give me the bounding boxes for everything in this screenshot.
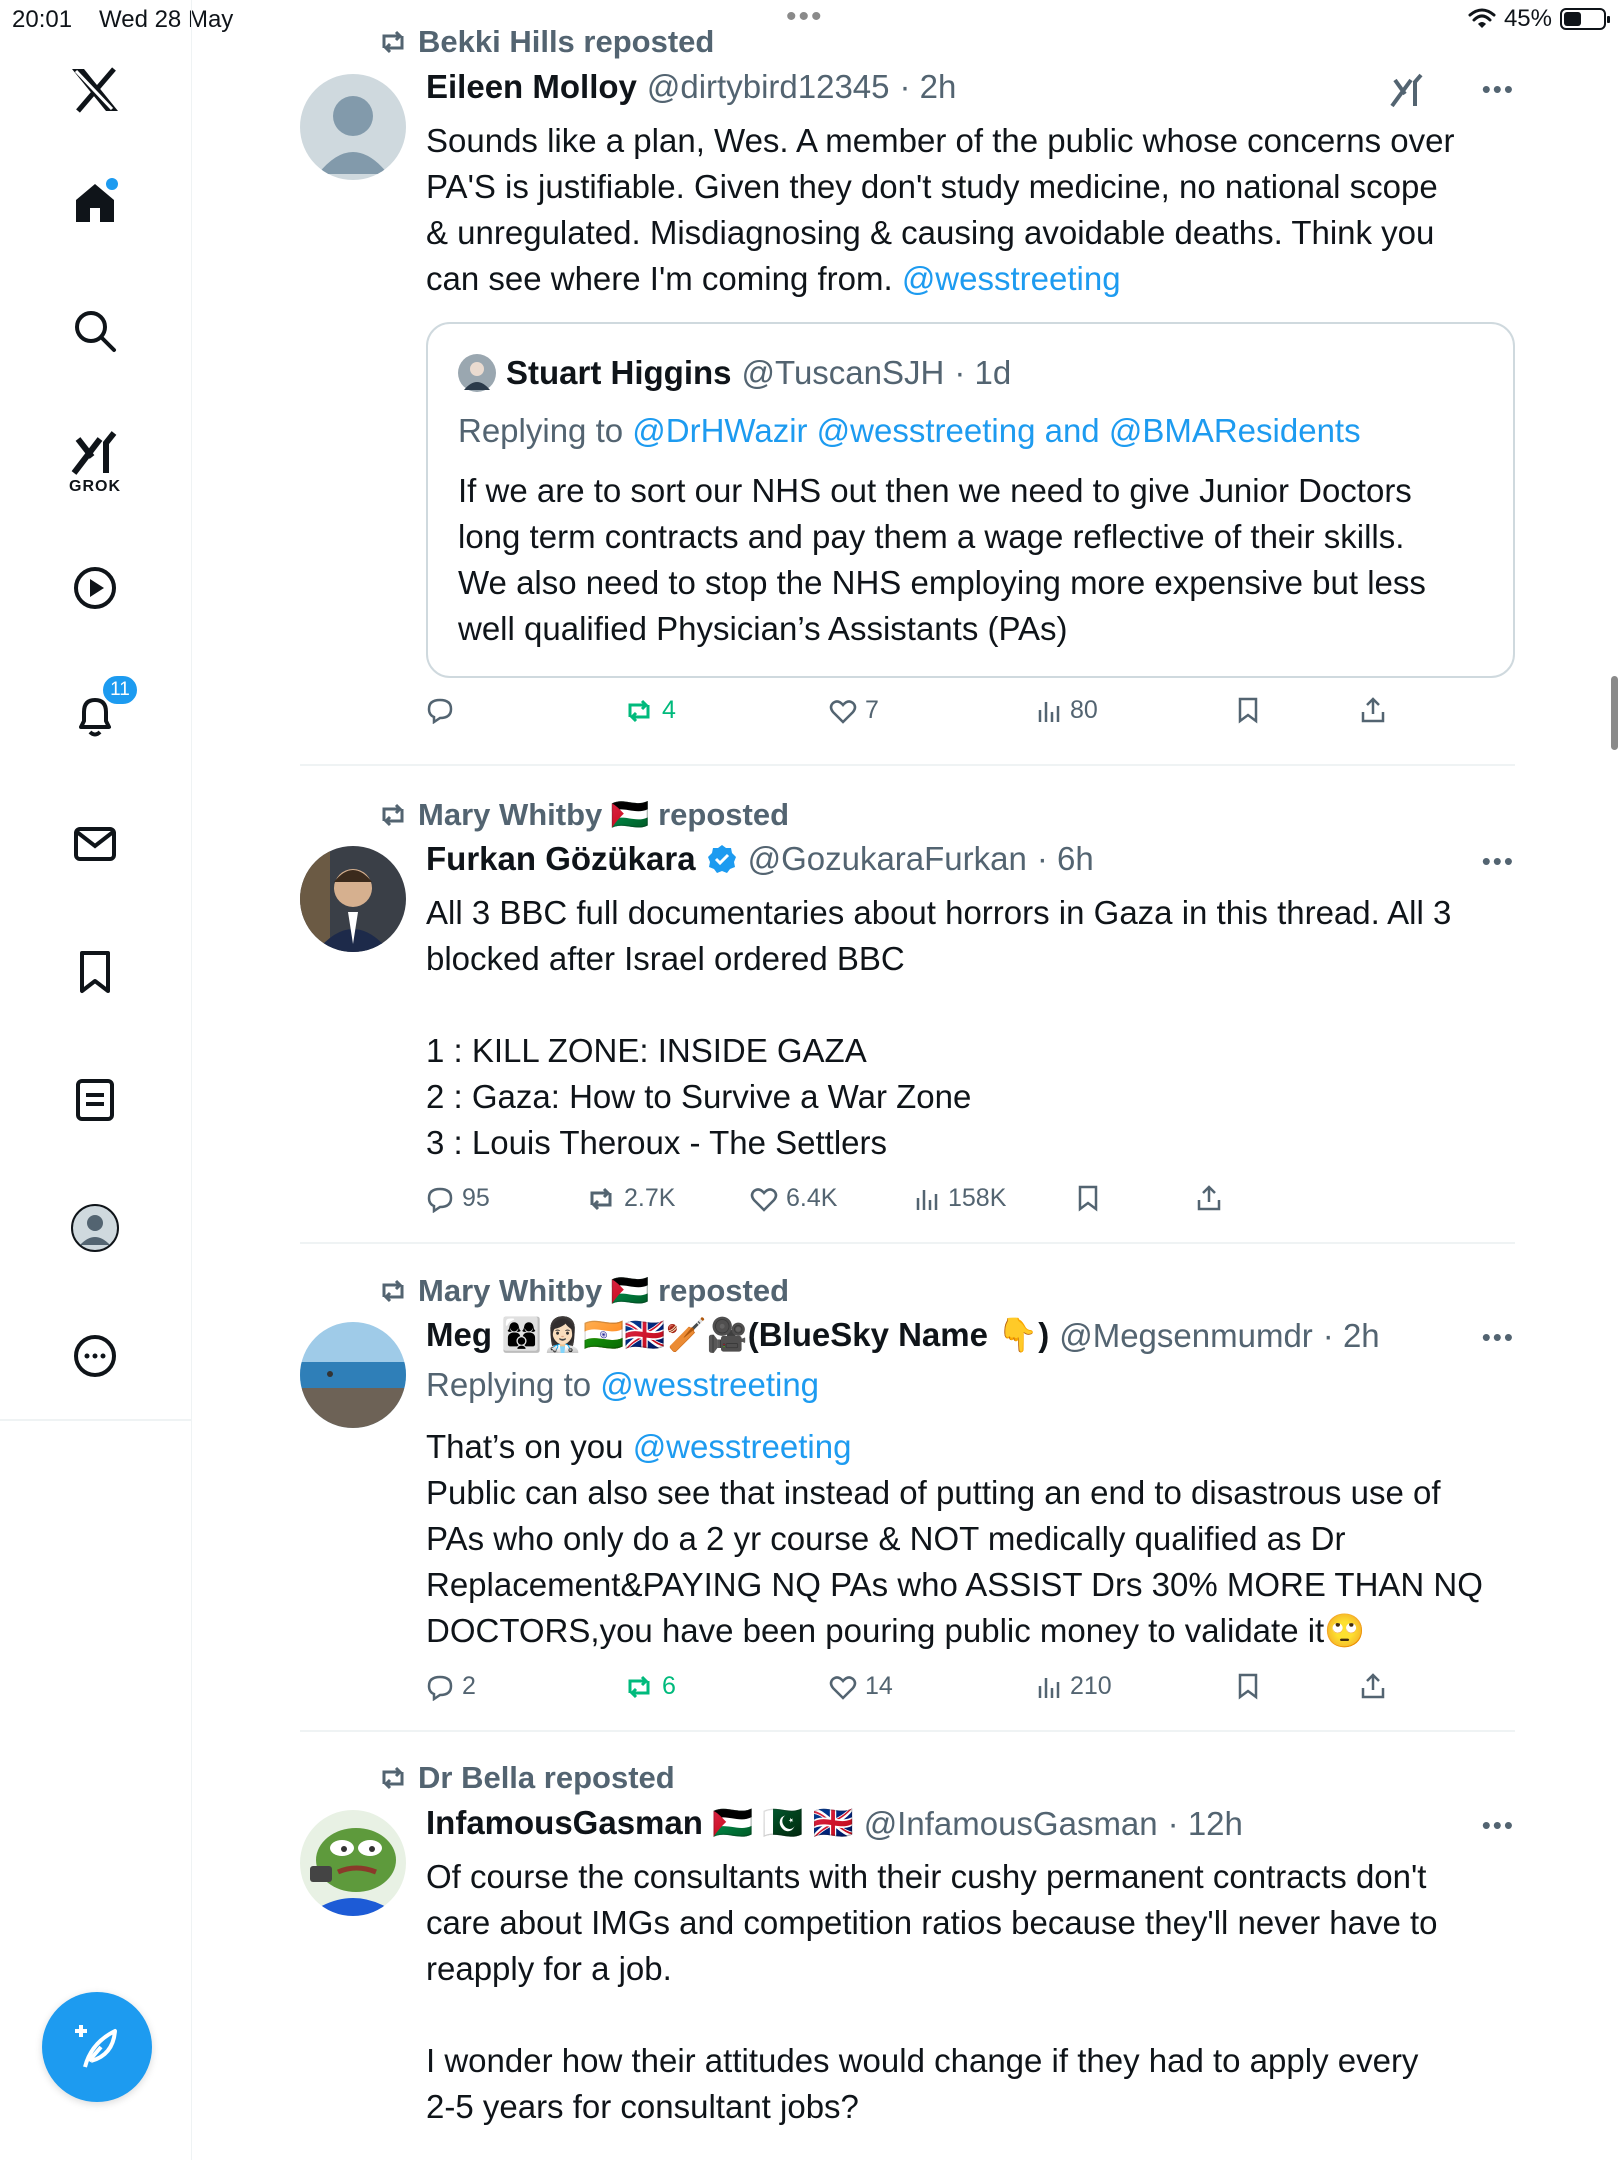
tweet-line: blocked after Israel ordered BBC [426, 940, 905, 977]
quote-line: If we are to sort our NHS out then we need to give Junior Doctors [458, 472, 1412, 509]
tweet-body [426, 118, 1511, 302]
repost-button[interactable] [586, 1184, 675, 1213]
repost-icon [586, 1187, 616, 1211]
scrollbar-thumb[interactable] [1611, 676, 1618, 750]
notifications-bell-icon[interactable] [67, 679, 130, 744]
tweet-line: 3 : Louis Theroux - The Settlers [426, 1124, 888, 1161]
tweet-line: Replacement&PAYING NQ PAs who ASSIST Drs 30% MORE THAN NQ [426, 1566, 1483, 1603]
tweet-header [426, 1804, 1243, 1843]
quote-author-handle[interactable]: @TuscanSJH [741, 354, 945, 391]
author-avatar[interactable] [300, 1322, 406, 1428]
multitasking-dots[interactable]: ••• [786, 0, 824, 33]
more-options-button[interactable]: ••• [1481, 74, 1515, 104]
heart-icon [829, 698, 857, 724]
author-avatar[interactable] [300, 1810, 406, 1916]
views-button[interactable] [1036, 696, 1098, 725]
author-name[interactable]: Furkan Gözükara [426, 840, 696, 877]
tweet-actions [426, 1672, 1426, 1712]
compose-post-button[interactable] [42, 1992, 152, 2102]
bookmark-button[interactable] [1076, 1184, 1100, 1212]
tweet-body [426, 1854, 1511, 2130]
author-handle[interactable]: @GozukaraFurkan [747, 840, 1027, 877]
quote-header [458, 354, 1011, 392]
repost-indicator [378, 1760, 675, 1796]
sidebar-divider [0, 1419, 192, 1421]
repost-button[interactable] [624, 696, 676, 725]
author-name[interactable]: Eileen Molloy [426, 68, 637, 105]
repost-icon [624, 699, 654, 723]
repost-label: Mary Whitby 🇵🇸 reposted [418, 1273, 790, 1308]
tweet-header [426, 1316, 1380, 1355]
bookmark-button[interactable] [1236, 696, 1260, 724]
bookmark-button[interactable] [1236, 1672, 1260, 1700]
like-button[interactable] [829, 1672, 893, 1701]
tweet-line: Of course the consultants with their cushy permanent contracts don't [426, 1858, 1427, 1895]
quote-line: well qualified Physician’s Assistants (PAs) [458, 610, 1068, 647]
quote-body [458, 468, 1498, 652]
quote-replying-to: Replying to @DrHWazir @wesstreeting and @BMAResidents [458, 412, 1361, 449]
quote-time: · 1d [954, 354, 1012, 391]
reply-button[interactable] [426, 1184, 490, 1213]
views-count: 210 [1070, 1672, 1112, 1700]
repost-icon [624, 1675, 654, 1699]
bookmark-icon [1236, 696, 1260, 724]
quote-line: We also need to stop the NHS employing more expensive but less [458, 564, 1426, 601]
tweet-header [426, 840, 1094, 878]
mention-link[interactable]: @wesstreeting [901, 260, 1121, 297]
battery-icon [1560, 8, 1606, 30]
repost-icon [378, 1766, 408, 1790]
repost-label: Bekki Hills reposted [418, 24, 715, 59]
repost-icon [378, 803, 408, 827]
repost-indicator [378, 1272, 789, 1309]
tweet-line: care about IMGs and competition ratios because they'll never have to [426, 1904, 1438, 1941]
tweet-line: 1 : KILL ZONE: INSIDE GAZA [426, 1032, 867, 1069]
tweet-line: & unregulated. Misdiagnosing & causing avoidable deaths. Think you [426, 214, 1435, 251]
tweet-body [426, 1424, 1511, 1654]
views-count: 80 [1070, 696, 1098, 724]
lists-icon[interactable] [67, 1072, 123, 1128]
tweet-line: can see where I'm coming from. @wesstreeting [426, 260, 1121, 297]
tweet-line: PA'S is justifiable. Given they don't study medicine, no national scope [426, 168, 1438, 205]
wifi-icon [1468, 8, 1496, 30]
views-chart-icon [914, 1186, 940, 1212]
status-bar [0, 0, 1620, 40]
quote-line: long term contracts and pay them a wage reflective of their skills. [458, 518, 1405, 555]
battery-percent: 45% [1503, 5, 1552, 32]
share-button[interactable] [1196, 1184, 1222, 1212]
share-button[interactable] [1360, 696, 1386, 724]
more-options-button[interactable]: ••• [1481, 846, 1515, 876]
reply-button[interactable] [426, 1672, 476, 1701]
repost-count: 6 [662, 1672, 676, 1700]
tweet-line: Sounds like a plan, Wes. A member of the public whose concerns over [426, 122, 1455, 159]
grok-explain-icon[interactable] [1389, 72, 1425, 108]
video-play-icon[interactable] [67, 560, 123, 616]
bookmark-icon [1076, 1184, 1100, 1212]
tweet-line: I wonder how their attitudes would change if they had to apply every [426, 2042, 1419, 2079]
tweet-actions [426, 1184, 1426, 1224]
tweet-body [426, 890, 1511, 1166]
status-time: 20:01 [12, 6, 73, 33]
replying-to-mention[interactable]: @wesstreeting [600, 1366, 820, 1403]
reply-icon [426, 696, 454, 724]
tweet-blank-line [426, 1992, 1511, 2038]
tweet-line: Public can also see that instead of putting an end to disastrous use of [426, 1474, 1441, 1511]
battery-fill [1564, 12, 1581, 26]
share-icon [1360, 696, 1386, 724]
compose-feather-icon [71, 2021, 123, 2073]
tweet-line: reapply for a job. [426, 1950, 672, 1987]
home-icon[interactable] [67, 175, 123, 231]
author-handle[interactable]: @Megsenmumdr [1059, 1316, 1313, 1354]
repost-indicator [378, 24, 714, 60]
quote-author-avatar[interactable] [458, 354, 496, 392]
verified-badge-icon [706, 843, 738, 875]
replying-to-mentions[interactable]: @DrHWazir @wesstreeting and @BMAResidents [632, 412, 1361, 449]
author-handle[interactable]: @dirtybird12345 [646, 68, 890, 105]
quote-author-name[interactable]: Stuart Higgins [506, 354, 732, 391]
avatar-default[interactable] [300, 74, 406, 180]
tweet-header [426, 68, 956, 106]
bookmarks-icon[interactable] [67, 944, 123, 1000]
more-options-button[interactable]: ••• [1481, 1810, 1515, 1840]
views-button[interactable] [914, 1184, 1006, 1213]
views-count: 158K [948, 1184, 1007, 1212]
repost-label: Dr Bella reposted [418, 1760, 675, 1795]
tweet-time[interactable]: · 2h [899, 68, 957, 105]
profile-avatar-icon[interactable] [67, 1200, 123, 1256]
repost-indicator [378, 796, 789, 833]
tweet-time[interactable]: · 6h [1036, 840, 1094, 877]
messages-envelope-icon[interactable] [67, 816, 123, 872]
x-logo-icon[interactable] [67, 62, 123, 118]
repost-label: Mary Whitby 🇵🇸 reposted [418, 797, 790, 832]
repost-count: 2.7K [624, 1184, 676, 1212]
heart-icon [750, 1186, 778, 1212]
sidebar-nav [0, 0, 192, 2160]
like-button[interactable] [829, 696, 879, 725]
author-name[interactable]: Meg 👩‍👩‍👦👩🏻‍⚕️🇮🇳🇬🇧🏏🎥(BlueSky Name 👇) [426, 1316, 1050, 1353]
reply-count: 95 [462, 1184, 490, 1212]
home-new-dot [106, 178, 118, 190]
like-count: 6.4K [786, 1184, 838, 1212]
replying-to: Replying to @wesstreeting [426, 1366, 820, 1403]
tweet-time[interactable]: · 12h [1167, 1804, 1243, 1842]
like-count: 7 [865, 696, 879, 724]
reply-icon [426, 1185, 454, 1213]
author-handle[interactable]: @InfamousGasman [863, 1804, 1158, 1842]
grok-label: GROK [69, 478, 121, 495]
views-chart-icon [1036, 1674, 1062, 1700]
reply-icon [426, 1673, 454, 1701]
grok-icon[interactable] [67, 424, 123, 480]
repost-icon [378, 1279, 408, 1303]
tweet-line: 2 : Gaza: How to Survive a War Zone [426, 1078, 972, 1115]
tweet-line: PAs who only do a 2 yr course & NOT medically qualified as Dr [426, 1520, 1346, 1557]
search-icon[interactable] [67, 303, 123, 359]
tweet-line: 2-5 years for consultant jobs? [426, 2088, 859, 2125]
author-name[interactable]: InfamousGasman 🇵🇸 🇵🇰 🇬🇧 [426, 1804, 854, 1841]
repost-icon [378, 30, 408, 54]
tweet-line: That’s on you @wesstreeting [426, 1428, 852, 1465]
heart-icon [829, 1674, 857, 1700]
tweet-separator [300, 764, 1515, 766]
more-options-button[interactable]: ••• [1481, 1322, 1515, 1352]
reply-button[interactable] [426, 696, 462, 724]
bookmark-icon [1236, 1672, 1260, 1700]
views-button[interactable] [1036, 1672, 1112, 1701]
share-button[interactable] [1360, 1672, 1386, 1700]
more-options-icon[interactable] [67, 1328, 123, 1384]
share-icon [1196, 1184, 1222, 1212]
tweet-line: All 3 BBC full documentaries about horrors in Gaza in this thread. All 3 [426, 894, 1452, 931]
views-chart-icon [1036, 698, 1062, 724]
tweet-blank-line [426, 982, 1511, 1028]
share-icon [1360, 1672, 1386, 1700]
like-button[interactable] [750, 1184, 837, 1213]
tweet-separator [300, 1730, 1515, 1732]
like-count: 14 [865, 1672, 893, 1700]
reply-count: 2 [462, 1672, 476, 1700]
tweet-separator [300, 1242, 1515, 1244]
tweet-line: DOCTORS,you have been pouring public money to validate it🙄 [426, 1612, 1366, 1649]
author-avatar[interactable] [300, 846, 406, 952]
tweet-time[interactable]: · 2h [1322, 1316, 1380, 1354]
mention-link[interactable]: @wesstreeting [632, 1428, 852, 1465]
repost-button[interactable] [624, 1672, 676, 1701]
tweet-actions [426, 696, 1426, 736]
repost-count: 4 [662, 696, 676, 724]
status-date: Wed 28 May [99, 6, 234, 33]
quoted-tweet[interactable] [426, 322, 1515, 678]
notifications-badge: 11 [101, 674, 139, 706]
